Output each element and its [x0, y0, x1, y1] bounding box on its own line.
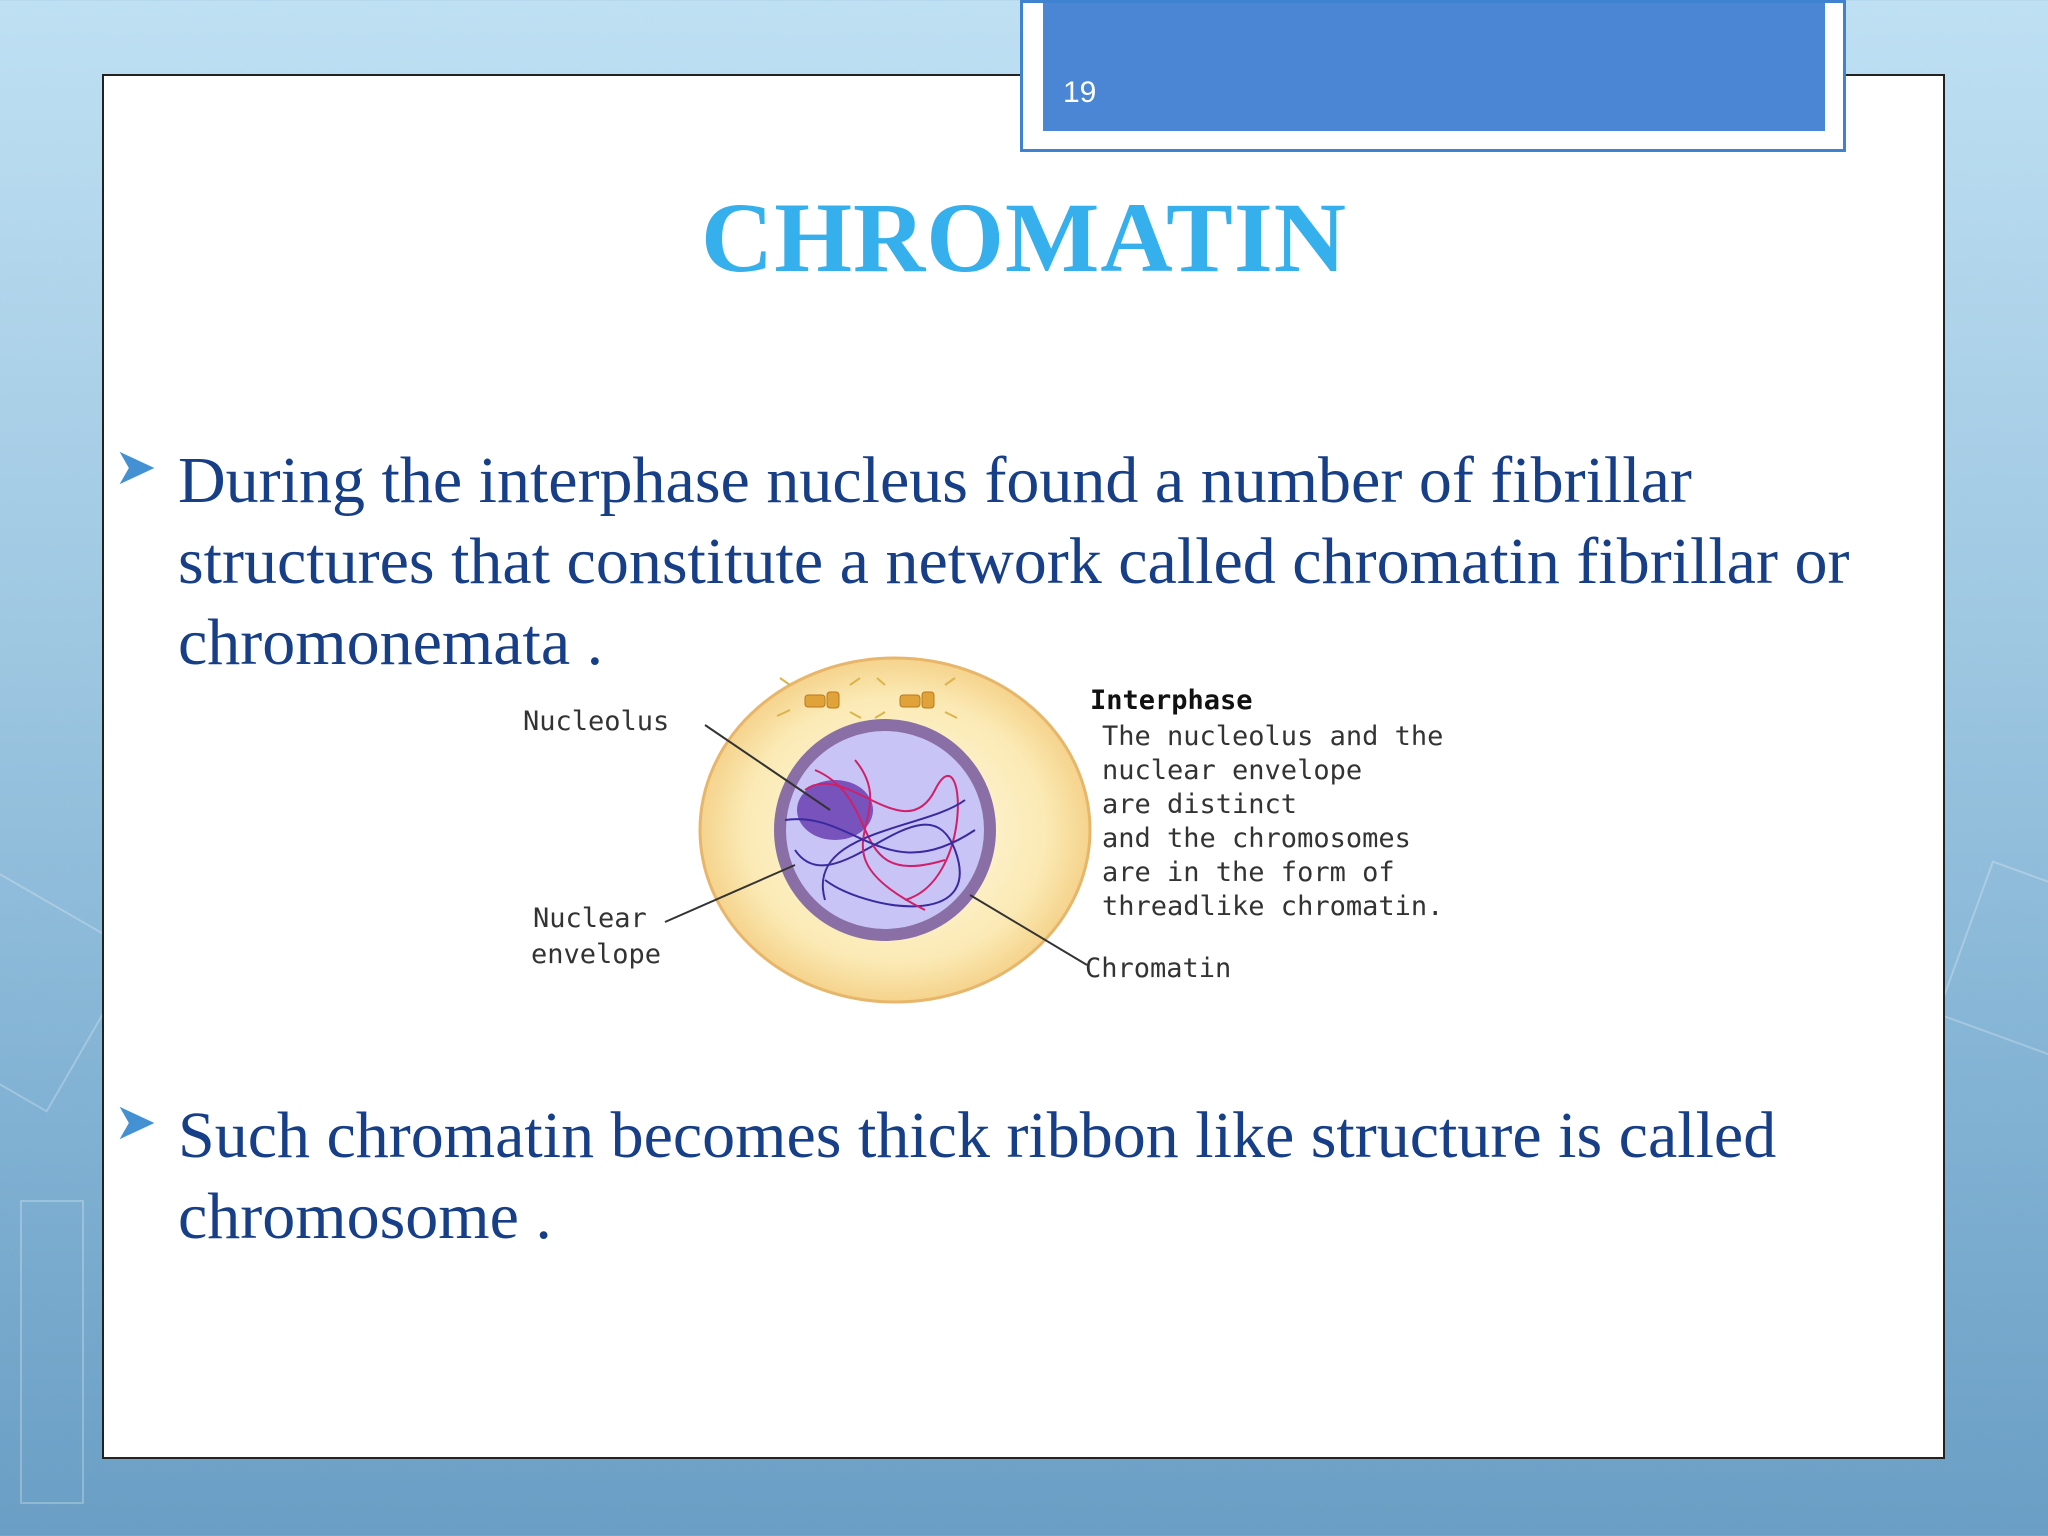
background-decoration — [20, 1200, 84, 1504]
arrow-bullet-icon — [118, 1103, 158, 1143]
caption-line: and the chromosomes — [1102, 823, 1411, 854]
label-chromatin: Chromatin — [1085, 953, 1232, 984]
bullet-text: During the interphase nucleus found a number of fibrillar structures that constitute a network called chromatin fibrillar or chromonemata . — [178, 444, 1850, 679]
page-number-tab-fill — [1043, 3, 1825, 131]
background-decoration — [1936, 860, 2048, 1063]
label-nuclear-line2: envelope — [531, 939, 662, 970]
slide-title: CHROMATIN — [700, 182, 1347, 293]
caption-line: nuclear envelope — [1102, 755, 1363, 786]
page-number: 19 — [1063, 76, 1097, 109]
caption-text — [1102, 720, 1443, 924]
bullet-text: Such chromatin becomes thick ribbon like structure is called chromosome . — [178, 1099, 1777, 1253]
caption-line: The nucleolus and the — [1102, 721, 1444, 752]
label-nucleolus: Nucleolus — [523, 706, 670, 737]
caption-title: Interphase — [1090, 685, 1253, 716]
caption-line: are distinct — [1102, 789, 1298, 820]
arrow-bullet-icon — [118, 448, 158, 488]
interphase-diagram — [505, 650, 1505, 1010]
label-nuclear-line1: Nuclear — [533, 903, 647, 934]
caption-line: threadlike chromatin. — [1102, 891, 1444, 922]
page-number-tab — [1020, 0, 1846, 152]
caption-line: are in the form of — [1102, 857, 1395, 888]
